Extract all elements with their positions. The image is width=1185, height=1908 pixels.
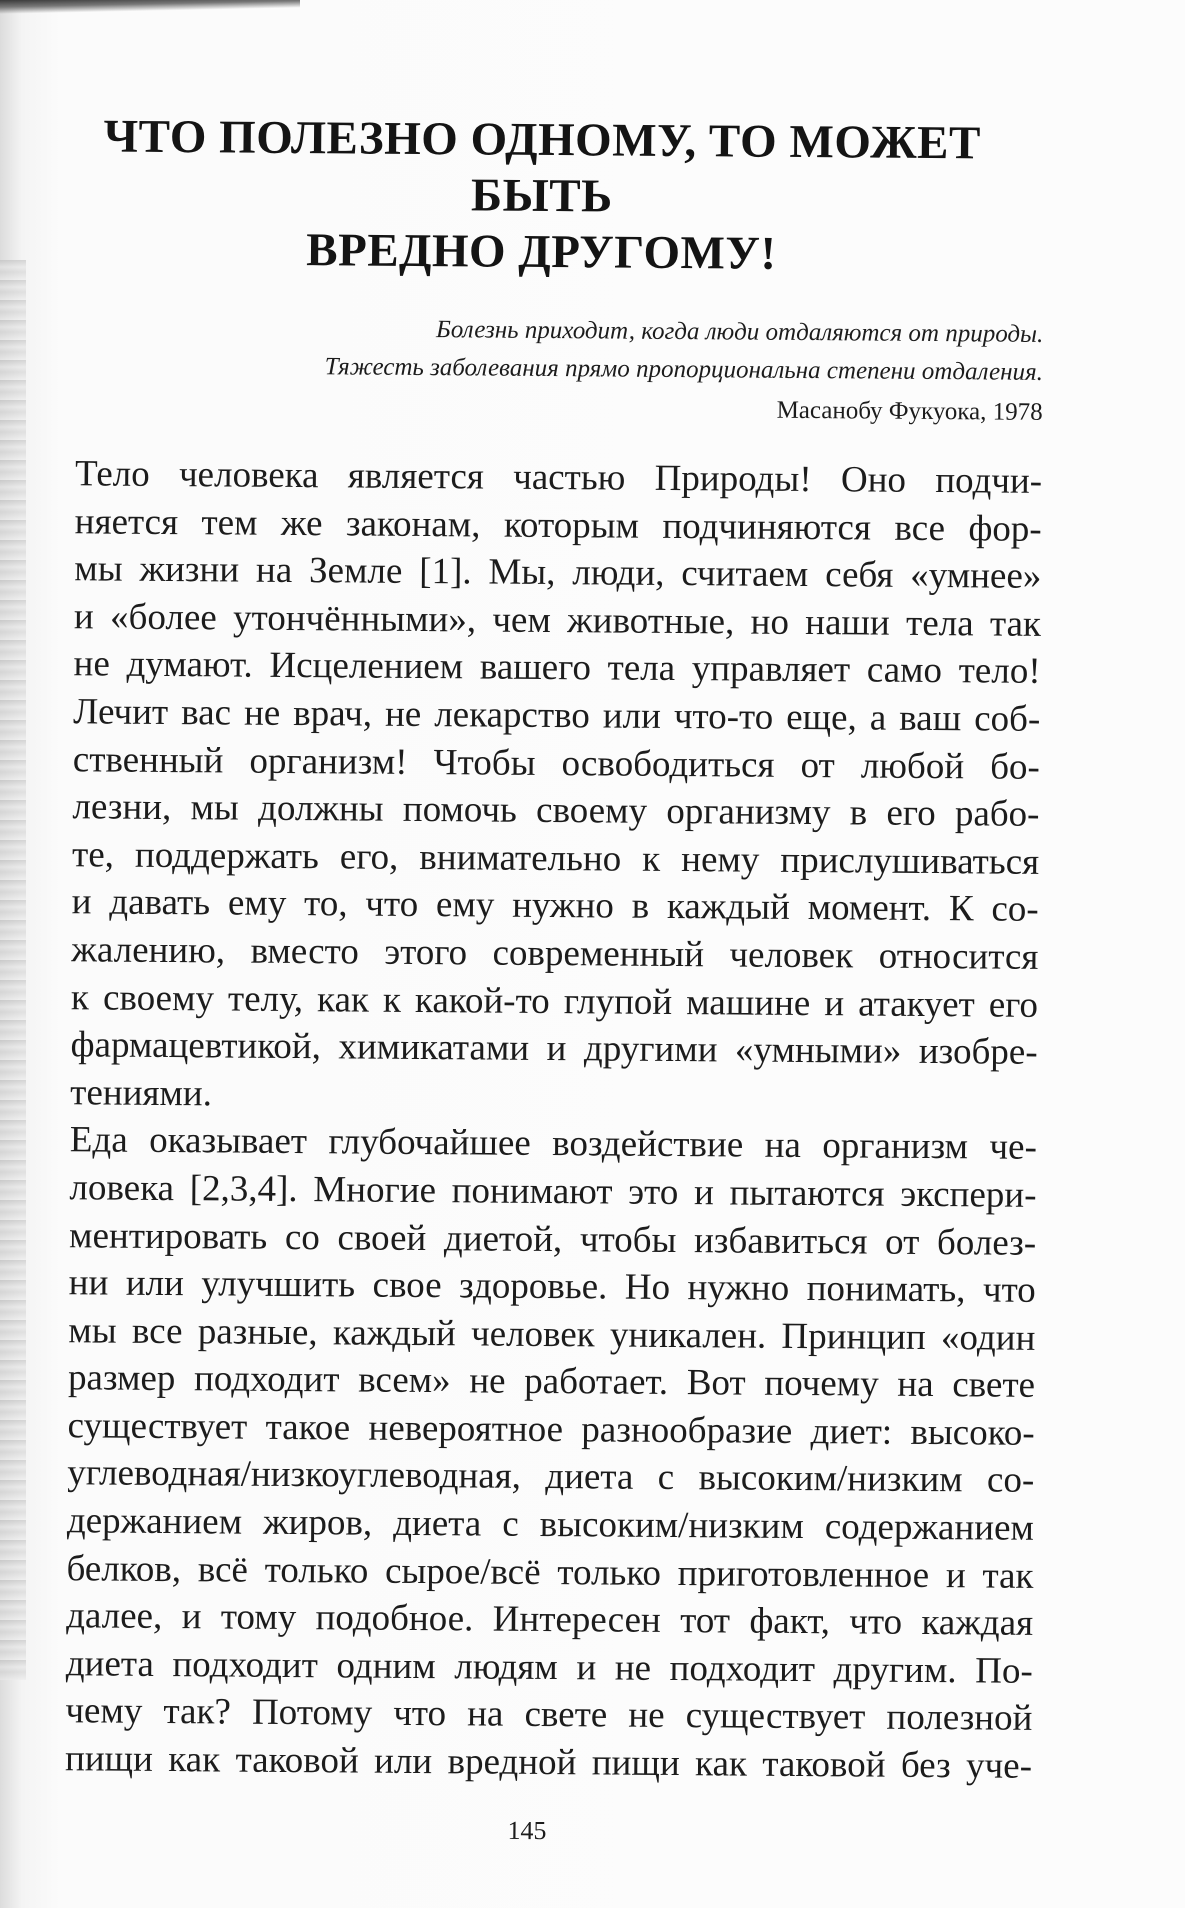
text-line: и «более утончёнными», чем животные, но наши тела так bbox=[73, 596, 1042, 645]
text-line: белков, всё только сырое/всё только приготовленное и так bbox=[66, 1547, 1034, 1597]
epigraph bbox=[38, 308, 1044, 432]
text-line: фармацевтикой, химикатами и другими «умными» изобре- bbox=[70, 1024, 1038, 1073]
text-line: Тело человека является частью Природы! Оно подчи- bbox=[74, 453, 1043, 502]
text-line: тениями. bbox=[70, 1071, 213, 1115]
text-line: размер подходит всем» не работает. Вот почему на свете bbox=[67, 1357, 1036, 1407]
text-line: Лечит вас не врач, не лекарство или что-то еще, а ваш соб- bbox=[73, 691, 1041, 740]
text-line: существует такое невероятное разнообразие диет: высоко- bbox=[67, 1405, 1035, 1454]
epigraph-author: Масанобу Фукуока, 1978 bbox=[776, 396, 1043, 426]
text-line: держанием жиров, диета с высоким/низким содержанием bbox=[66, 1500, 1035, 1549]
chapter-title-line-1: ЧТО ПОЛЕЗНО ОДНОМУ, ТО МОЖЕТ БЫТЬ bbox=[103, 110, 982, 223]
text-line: и давать ему то, что ему нужно в каждый момент. К со- bbox=[71, 881, 1039, 931]
text-line: пищи как таковой или вредной пищи как таковой без уче- bbox=[64, 1738, 1033, 1787]
text-line: углеводная/низкоуглеводная, диета с высоким/низким со- bbox=[67, 1452, 1035, 1502]
page-number: 145 bbox=[507, 1815, 547, 1846]
text-line: к своему телу, как к какой-то глупой машине и атакует его bbox=[70, 976, 1039, 1026]
book-spine-edge bbox=[0, 260, 26, 1680]
text-line: мы жизни на Земле [1]. Мы, люди, считаем себя «умнее» bbox=[74, 548, 1042, 598]
paragraph-2 bbox=[27, 1116, 1037, 1790]
text-line: ментировать со своей диетой, чтобы избавиться от болез- bbox=[68, 1214, 1037, 1264]
text-line: чему так? Потому что на свете не существует полезной bbox=[65, 1690, 1033, 1740]
text-line: лезни, мы должны помочь своему организму в его рабо- bbox=[72, 786, 1040, 836]
page-content bbox=[27, 108, 1045, 1790]
body-text bbox=[27, 450, 1042, 1790]
chapter-title bbox=[39, 108, 1045, 284]
text-line: ственный организм! Чтобы освободиться от любой бо- bbox=[72, 738, 1041, 788]
text-line: далее, и тому подобное. Интересен тот факт, что каждая bbox=[65, 1595, 1034, 1645]
text-line: Еда оказывает глубочайшее воздействие на организм че- bbox=[69, 1119, 1038, 1169]
text-line: ни или улучшить свое здоровье. Но нужно понимать, что bbox=[68, 1262, 1036, 1311]
text-line: те, поддержать его, внимательно к нему прислушиваться bbox=[71, 834, 1040, 883]
epigraph-line-1: Болезнь приходит, когда люди отдаляются от природы. bbox=[436, 316, 1044, 348]
paragraph-1 bbox=[32, 450, 1042, 1124]
chapter-title-line-2: ВРЕДНО ДРУГОМУ! bbox=[306, 224, 777, 280]
text-line: не думают. Исцелением вашего тела управляет само тело! bbox=[73, 643, 1041, 693]
epigraph-line-2: Тяжесть заболевания прямо пропорциональна степени отдаления. bbox=[324, 353, 1044, 386]
text-line: мы все разные, каждый человек уникален. Принцип «один bbox=[68, 1309, 1036, 1359]
page-top-shadow bbox=[0, 0, 300, 14]
text-line: ловека [2,3,4]. Многие понимают это и пытаются экспери- bbox=[69, 1167, 1037, 1216]
text-line: няется тем же законам, которым подчиняются все фор- bbox=[74, 500, 1042, 550]
text-line: диета подходит одним людям и не подходит другим. По- bbox=[65, 1643, 1033, 1692]
text-line: жалению, вместо этого современный человек относится bbox=[71, 929, 1039, 978]
